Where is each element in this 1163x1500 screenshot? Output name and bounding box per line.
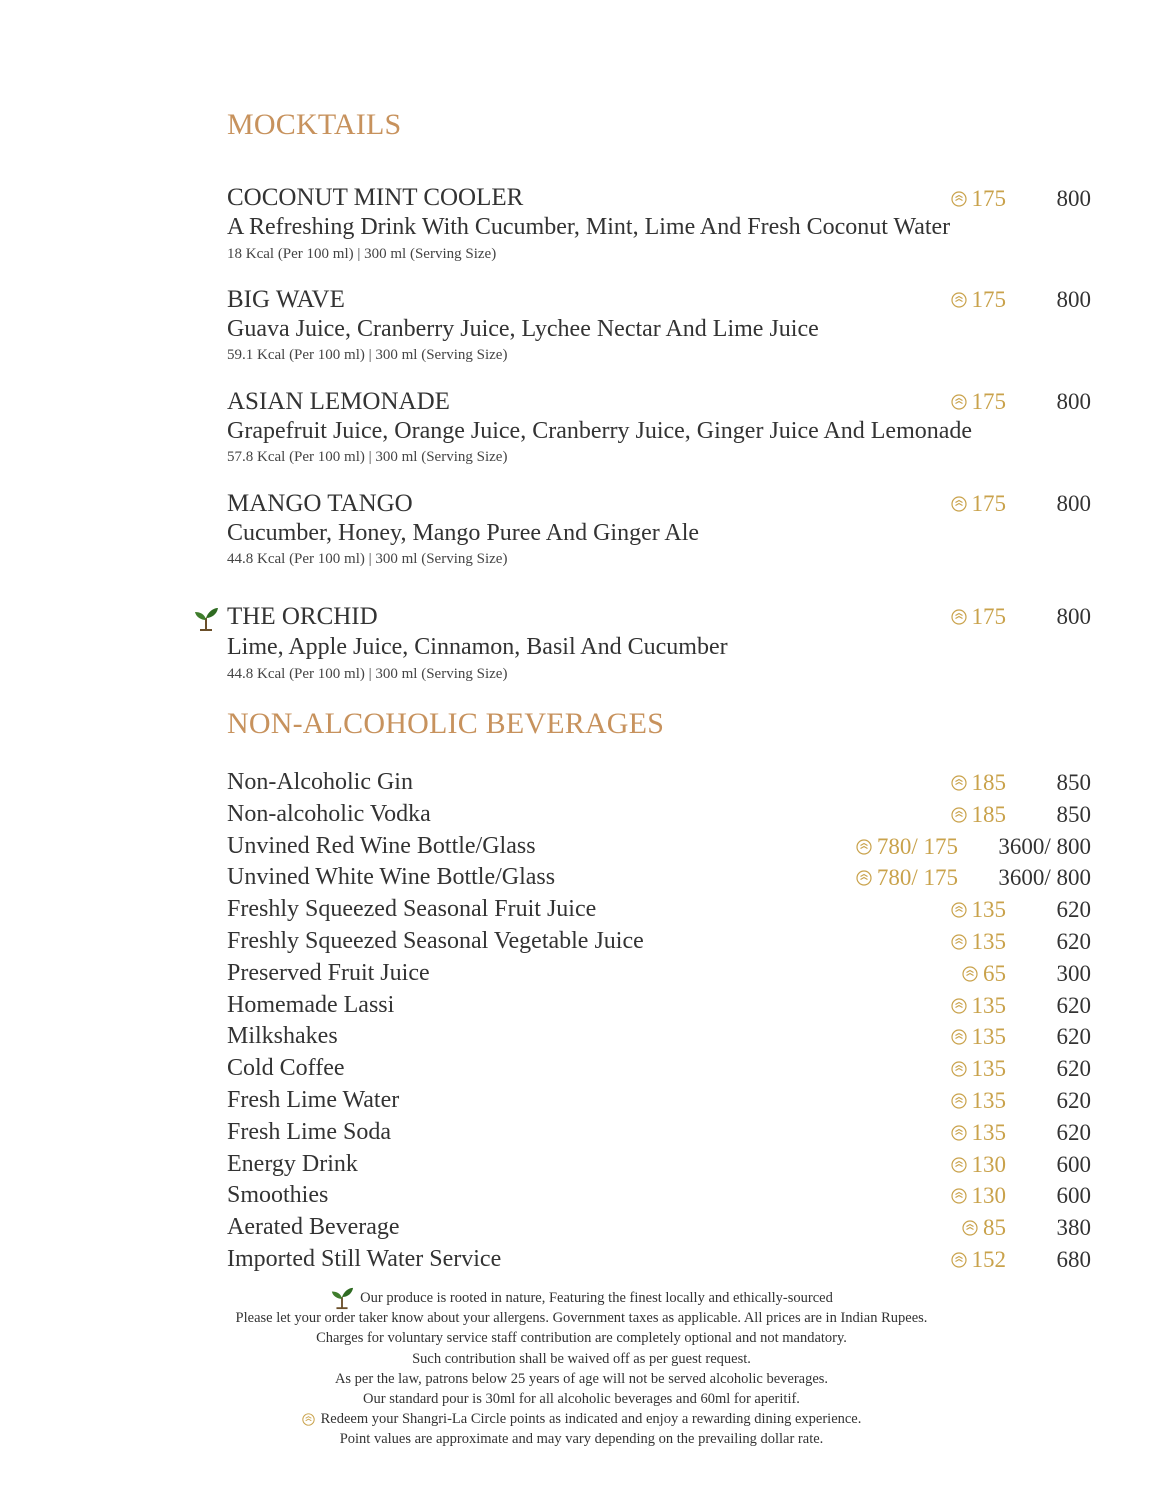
circle-points-icon bbox=[951, 998, 967, 1014]
beverage-name: Fresh Lime Soda bbox=[227, 1119, 391, 1145]
circle-points-icon bbox=[951, 775, 967, 791]
mocktail-description: Grapefruit Juice, Orange Juice, Cranberry Juice, Ginger Juice And Lemonade bbox=[227, 418, 973, 444]
point-values-note: Point values are approximate and may vary depending on the prevailing dollar rate. bbox=[339, 1431, 824, 1447]
circle-points-icon bbox=[951, 1157, 967, 1173]
mocktail-points: 175 bbox=[951, 389, 1007, 415]
circle-points-icon bbox=[951, 1252, 967, 1268]
circle-points-icon bbox=[951, 1093, 967, 1109]
beverage-name: Freshly Squeezed Seasonal Fruit Juice bbox=[227, 896, 597, 922]
sprout-icon bbox=[193, 606, 219, 632]
beverage-name: Imported Still Water Service bbox=[227, 1246, 502, 1272]
beverage-points: 130 bbox=[951, 1152, 1007, 1178]
mocktail-price: 800 bbox=[1056, 491, 1091, 516]
mocktail-description: A Refreshing Drink With Cucumber, Mint, Lime And Fresh Coconut Water bbox=[227, 214, 951, 240]
mocktail-price: 800 bbox=[1056, 186, 1091, 211]
beverage-price: 3600/ 800 bbox=[998, 865, 1091, 890]
beverage-points: 135 bbox=[951, 993, 1007, 1019]
mocktail-nutrition: 44.8 Kcal (Per 100 ml) | 300 ml (Serving Size) bbox=[227, 551, 508, 567]
mocktail-nutrition: 44.8 Kcal (Per 100 ml) | 300 ml (Serving Size) bbox=[227, 666, 508, 682]
beverage-price: 600 bbox=[1056, 1152, 1091, 1177]
beverage-points: 130 bbox=[951, 1183, 1007, 1209]
beverage-price: 620 bbox=[1056, 993, 1091, 1018]
age-law-note: As per the law, patrons below 25 years of age will not be served alcoholic beverages. bbox=[334, 1371, 829, 1387]
pour-note: Our standard pour is 30ml for all alcoholic beverages and 60ml for aperitif. bbox=[363, 1391, 800, 1407]
circle-points-icon bbox=[856, 870, 872, 886]
mocktails-title: MOCKTAILS bbox=[227, 108, 402, 141]
mocktail-price: 800 bbox=[1056, 287, 1091, 312]
beverage-price: 380 bbox=[1056, 1215, 1091, 1240]
beverage-points: 135 bbox=[951, 1024, 1007, 1050]
beverage-points: 85 bbox=[962, 1215, 1006, 1241]
sprout-icon bbox=[330, 1286, 354, 1310]
circle-points-icon bbox=[951, 807, 967, 823]
beverages-title: NON-ALCOHOLIC BEVERAGES bbox=[227, 707, 665, 740]
beverage-name: Milkshakes bbox=[227, 1023, 338, 1049]
mocktail-nutrition: 57.8 Kcal (Per 100 ml) | 300 ml (Serving Size) bbox=[227, 449, 508, 465]
waiver-note: Such contribution shall be waived off as per guest request. bbox=[412, 1351, 751, 1367]
beverage-points: 780/ 175 bbox=[856, 834, 958, 860]
beverage-name: Preserved Fruit Juice bbox=[227, 960, 430, 986]
mocktail-points: 175 bbox=[951, 186, 1007, 212]
mocktail-name: MANGO TANGO bbox=[227, 490, 413, 517]
beverage-name: Smoothies bbox=[227, 1182, 329, 1208]
beverage-name: Energy Drink bbox=[227, 1151, 358, 1177]
beverage-points: 135 bbox=[951, 1120, 1007, 1146]
beverage-points: 135 bbox=[951, 1088, 1007, 1114]
beverage-points: 185 bbox=[951, 802, 1007, 828]
circle-points-icon bbox=[951, 1061, 967, 1077]
circle-points-icon bbox=[856, 839, 872, 855]
mocktail-name: THE ORCHID bbox=[227, 603, 378, 630]
beverage-points: 152 bbox=[951, 1247, 1007, 1273]
mocktail-description: Guava Juice, Cranberry Juice, Lychee Nectar And Lime Juice bbox=[227, 316, 819, 342]
mocktail-description: Lime, Apple Juice, Cinnamon, Basil And Cucumber bbox=[227, 634, 728, 660]
circle-points-icon bbox=[951, 1188, 967, 1204]
beverage-price: 300 bbox=[1056, 961, 1091, 986]
circle-points-icon bbox=[962, 966, 978, 982]
redeem-note: Redeem your Shangri-La Circle points as indicated and enjoy a rewarding dining experience. bbox=[320, 1411, 862, 1427]
circle-points-icon bbox=[951, 934, 967, 950]
mocktail-nutrition: 18 Kcal (Per 100 ml) | 300 ml (Serving Size) bbox=[227, 246, 497, 262]
beverage-price: 620 bbox=[1056, 1088, 1091, 1113]
beverage-name: Fresh Lime Water bbox=[227, 1087, 400, 1113]
allergens-note: Please let your order taker know about your allergens. Government taxes as applicable. All prices are in Indian Rupees. bbox=[235, 1310, 928, 1326]
circle-points-icon bbox=[951, 496, 967, 512]
beverage-points: 135 bbox=[951, 897, 1007, 923]
beverage-name: Unvined White Wine Bottle/Glass bbox=[227, 864, 556, 890]
beverage-name: Unvined Red Wine Bottle/Glass bbox=[227, 833, 536, 859]
circle-points-icon bbox=[962, 1220, 978, 1236]
circle-points-icon bbox=[951, 394, 967, 410]
beverage-points: 65 bbox=[962, 961, 1006, 987]
circle-points-icon bbox=[951, 609, 967, 625]
beverage-price: 620 bbox=[1056, 1120, 1091, 1145]
beverage-price: 850 bbox=[1056, 802, 1091, 827]
service-charge-note: Charges for voluntary service staff contribution are completely optional and not mandatory. bbox=[316, 1330, 847, 1346]
beverage-price: 620 bbox=[1056, 1024, 1091, 1049]
produce-note: Our produce is rooted in nature, Featuring the finest locally and ethically-sourced bbox=[360, 1289, 833, 1306]
mocktail-name: ASIAN LEMONADE bbox=[227, 388, 450, 415]
mocktail-description: Cucumber, Honey, Mango Puree And Ginger Ale bbox=[227, 520, 700, 546]
mocktail-points: 175 bbox=[951, 604, 1007, 630]
mocktail-price: 800 bbox=[1056, 604, 1091, 629]
circle-points-icon bbox=[951, 292, 967, 308]
circle-points-icon bbox=[951, 1029, 967, 1045]
circle-points-icon bbox=[302, 1413, 315, 1426]
mocktail-name: BIG WAVE bbox=[227, 286, 345, 313]
beverage-points: 135 bbox=[951, 1056, 1007, 1082]
mocktail-name: COCONUT MINT COOLER bbox=[227, 184, 524, 211]
beverage-points: 135 bbox=[951, 929, 1007, 955]
beverage-name: Cold Coffee bbox=[227, 1055, 345, 1081]
mocktail-nutrition: 59.1 Kcal (Per 100 ml) | 300 ml (Serving Size) bbox=[227, 347, 508, 363]
beverage-points: 185 bbox=[951, 770, 1007, 796]
circle-points-icon bbox=[951, 191, 967, 207]
beverage-price: 620 bbox=[1056, 929, 1091, 954]
beverage-name: Freshly Squeezed Seasonal Vegetable Juice bbox=[227, 928, 644, 954]
mocktail-points: 175 bbox=[951, 287, 1007, 313]
beverage-price: 850 bbox=[1056, 770, 1091, 795]
beverage-price: 620 bbox=[1056, 1056, 1091, 1081]
circle-points-icon bbox=[951, 902, 967, 918]
beverage-name: Homemade Lassi bbox=[227, 992, 395, 1018]
beverage-price: 600 bbox=[1056, 1183, 1091, 1208]
beverage-points: 780/ 175 bbox=[856, 865, 958, 891]
beverage-price: 3600/ 800 bbox=[998, 834, 1091, 859]
mocktail-points: 175 bbox=[951, 491, 1007, 517]
mocktail-price: 800 bbox=[1056, 389, 1091, 414]
beverage-name: Non-Alcoholic Gin bbox=[227, 769, 413, 795]
beverage-name: Non-alcoholic Vodka bbox=[227, 801, 431, 827]
circle-points-icon bbox=[951, 1125, 967, 1141]
beverage-price: 680 bbox=[1056, 1247, 1091, 1272]
beverage-name: Aerated Beverage bbox=[227, 1214, 400, 1240]
beverage-price: 620 bbox=[1056, 897, 1091, 922]
